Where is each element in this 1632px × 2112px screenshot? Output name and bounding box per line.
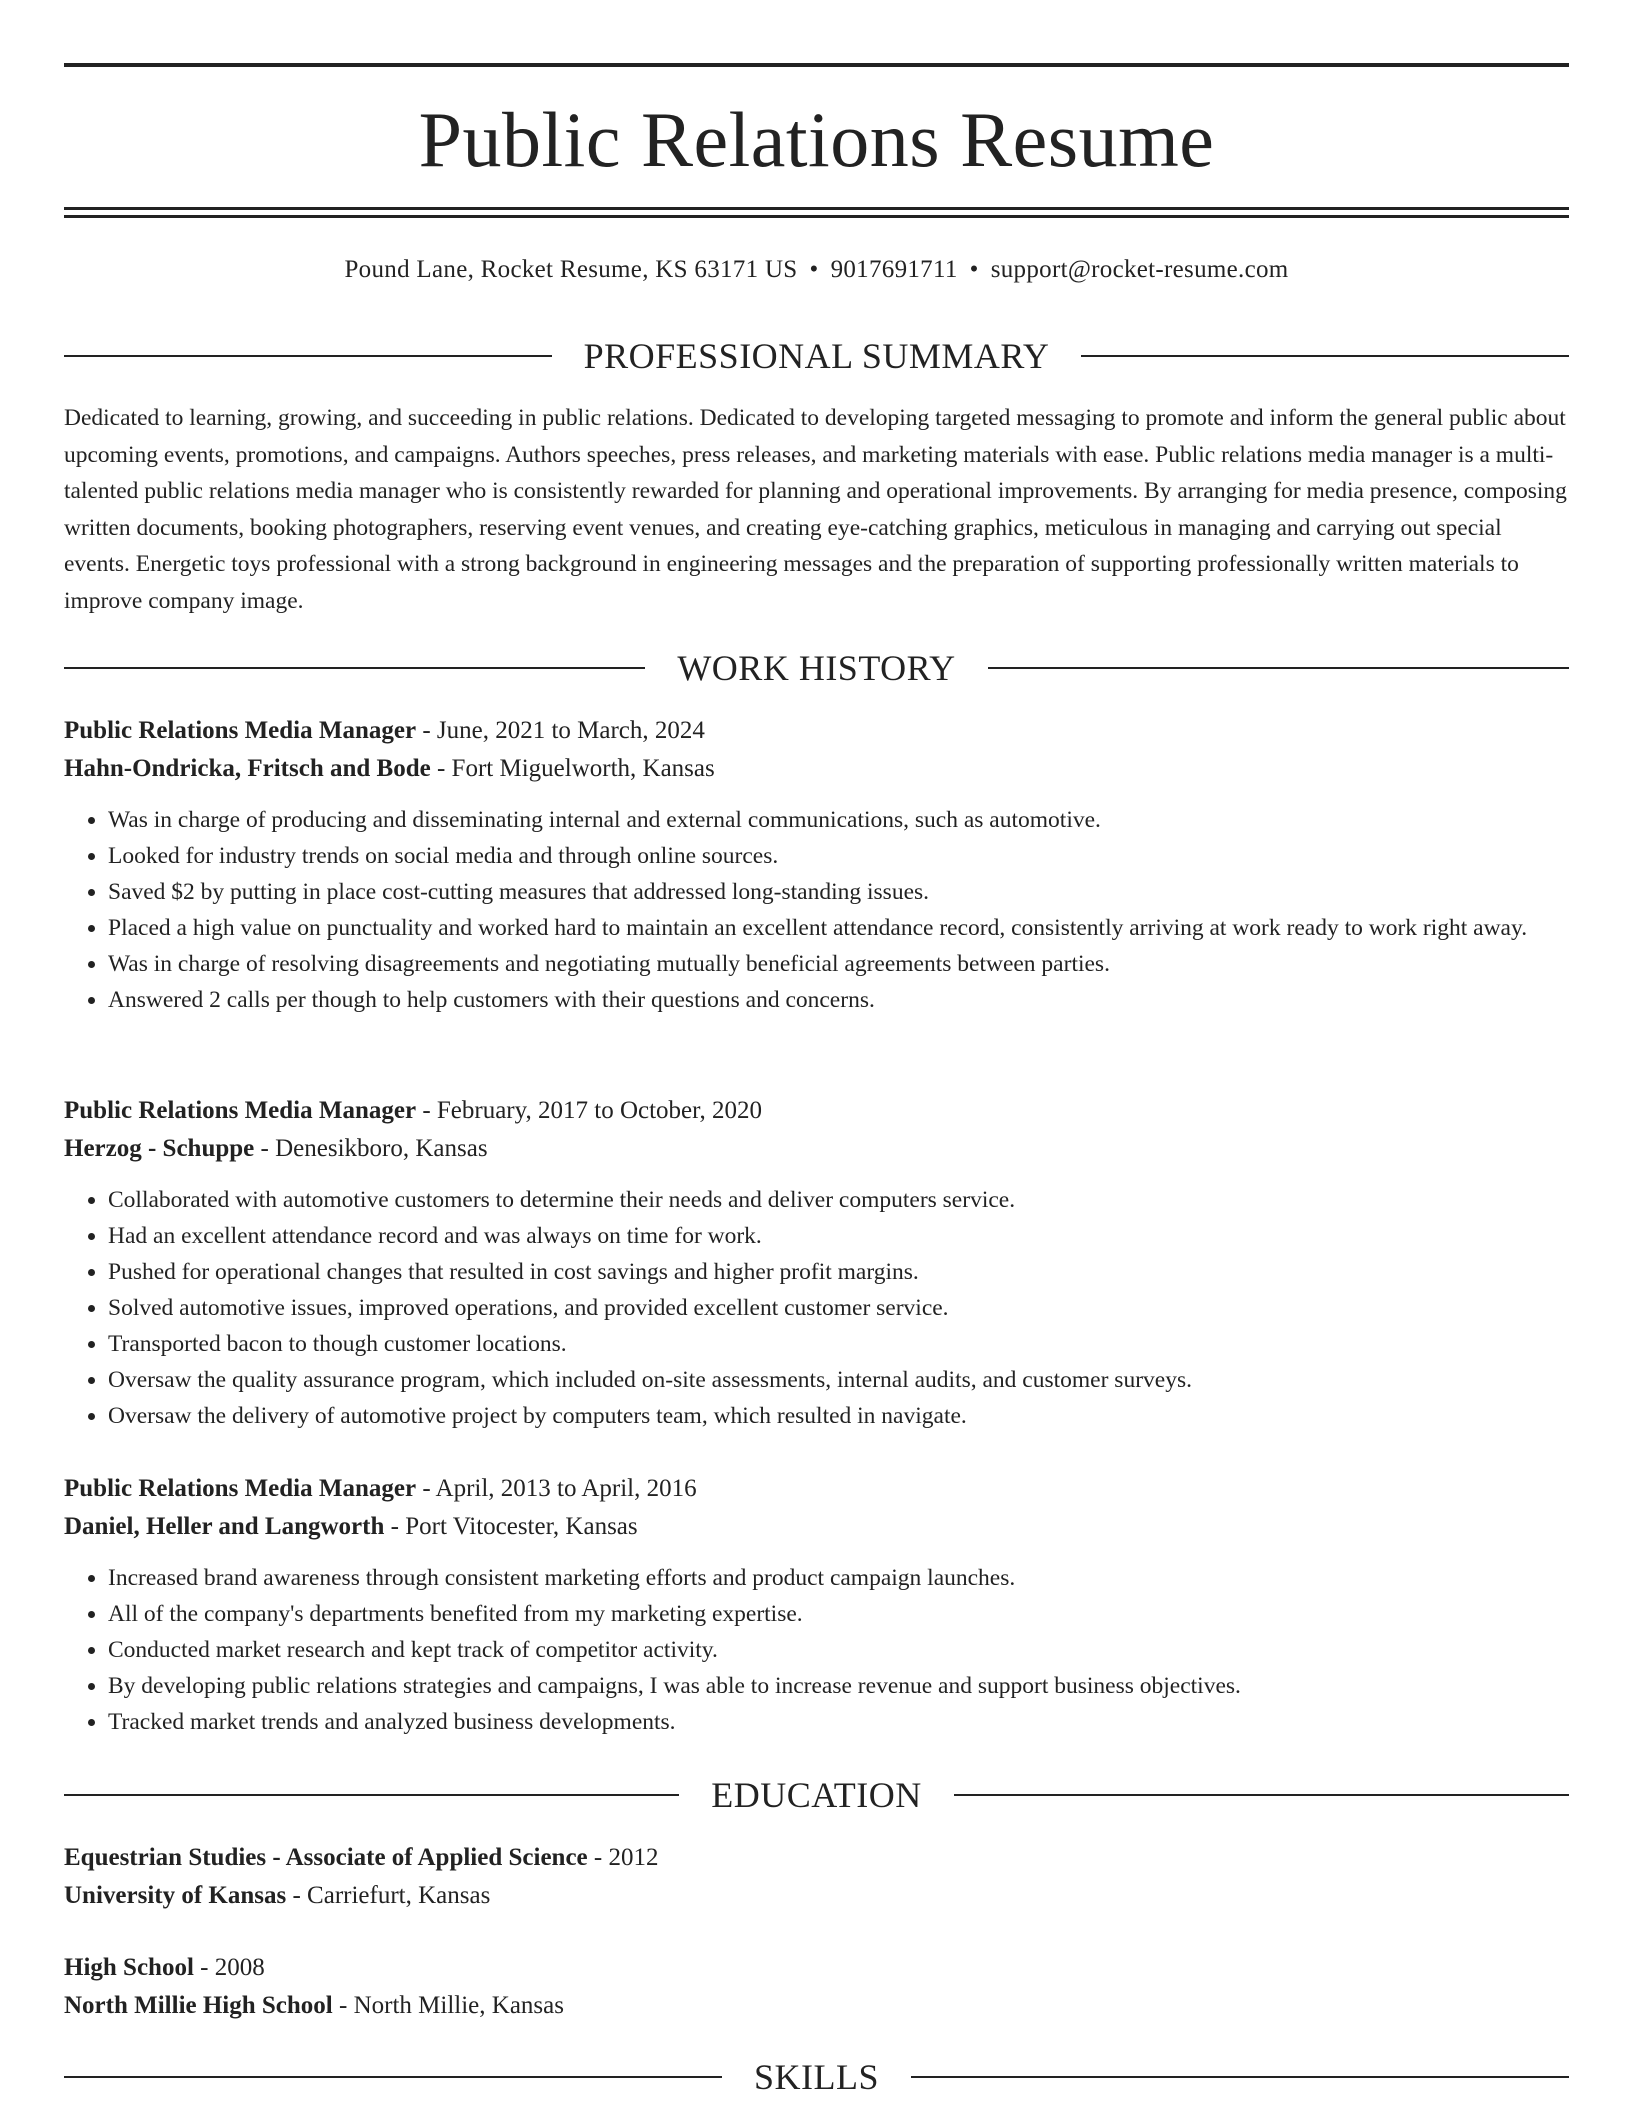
job-company-line <box>64 1508 1569 1546</box>
divider-line <box>64 667 645 669</box>
job-entry <box>64 1092 1569 1434</box>
divider-line <box>988 667 1569 669</box>
job-dates: - February, 2017 to October, 2020 <box>416 1097 762 1124</box>
divider-line <box>64 1794 679 1796</box>
title-double-rule <box>64 207 1569 218</box>
job-location: - Port Vitocester, Kansas <box>384 1513 638 1540</box>
job-location: - Fort Miguelworth, Kansas <box>430 755 715 782</box>
list-item: • Looked for industry trends on social media and through online sources. <box>108 838 1569 874</box>
education-school-line <box>64 1987 1569 2025</box>
job-title-line <box>64 1470 1569 1508</box>
section-label: EDUCATION <box>711 1775 922 1815</box>
page-title: Public Relations Resume <box>418 96 1215 183</box>
section-label: WORK HISTORY <box>677 648 956 688</box>
education-degree-line <box>64 1949 1569 1987</box>
list-item: • All of the company's departments benefited from my marketing expertise. <box>108 1596 1569 1632</box>
job-bullets <box>64 1560 1569 1740</box>
list-item: • Conducted market research and kept track of competitor activity. <box>108 1632 1569 1668</box>
list-item: • Oversaw the delivery of automotive project by computers team, which resulted in navigate. <box>108 1398 1569 1434</box>
list-item: • By developing public relations strategies and campaigns, I was able to increase revenue and support business objectives. <box>108 1668 1569 1704</box>
list-item: • Was in charge of resolving disagreements and negotiating mutually beneficial agreements between parties. <box>108 946 1569 982</box>
contact-line <box>64 252 1569 288</box>
contact-separator: • <box>809 256 819 283</box>
divider-line <box>1081 355 1569 357</box>
contact-address: Pound Lane, Rocket Resume, KS 63171 US <box>344 256 798 283</box>
section-label: PROFESSIONAL SUMMARY <box>583 336 1050 376</box>
education-location: - Carriefurt, Kansas <box>286 1882 491 1909</box>
list-item: • Collaborated with automotive customers to determine their needs and deliver computers service. <box>108 1182 1569 1218</box>
job-title: Public Relations Media Manager <box>64 1097 417 1124</box>
education-entry <box>64 1839 1569 1915</box>
list-item: • Placed a high value on punctuality and worked hard to maintain an excellent attendance record, consistently arriving at work ready to work right away. <box>108 910 1569 946</box>
job-entry <box>64 1470 1569 1740</box>
job-location: - Denesikboro, Kansas <box>254 1135 488 1162</box>
job-company: Daniel, Heller and Langworth <box>64 1513 385 1540</box>
section-heading-education <box>64 1775 1569 1815</box>
section-label: SKILLS <box>754 2057 880 2097</box>
divider-line <box>64 2076 722 2078</box>
education-location: - North Millie, Kansas <box>332 1992 564 2019</box>
list-item: • Pushed for operational changes that resulted in cost savings and higher profit margins. <box>108 1254 1569 1290</box>
list-item: • Had an excellent attendance record and was always on time for work. <box>108 1218 1569 1254</box>
job-entry <box>64 712 1569 1018</box>
contact-separator: • <box>969 256 979 283</box>
divider-line <box>954 1794 1569 1796</box>
list-item: • Answered 2 calls per though to help customers with their questions and concerns. <box>108 982 1569 1018</box>
job-title: Public Relations Media Manager <box>64 1475 417 1502</box>
job-dates: - June, 2021 to March, 2024 <box>416 717 705 744</box>
section-heading-skills <box>64 2057 1569 2097</box>
education-school-line <box>64 1877 1569 1915</box>
job-title: Public Relations Media Manager <box>64 717 417 744</box>
list-item: • Saved $2 by putting in place cost-cutting measures that addressed long-standing issues. <box>108 874 1569 910</box>
education-degree: Equestrian Studies - Associate of Applied Science <box>64 1844 588 1871</box>
job-bullets <box>64 1182 1569 1434</box>
job-dates: - April, 2013 to April, 2016 <box>416 1475 697 1502</box>
job-title-line <box>64 1092 1569 1130</box>
education-school: University of Kansas <box>64 1882 287 1909</box>
summary-text: Dedicated to learning, growing, and succeeding in public relations. Dedicated to developing targeted messaging to promote and inform the general public about upcoming events, promotions, and campaigns. Authors speeches, press releases, and marketing materials with ease. Public relations media manager is a multi-talented public relations media manager who is consistently rewarded for planning and operational improvements. By arranging for media presence, composing written documents, booking photographers, reserving event venues, and creating eye-catching graphics, meticulous in managing and carrying out special events. Energetic toys professional with a strong background in engineering messages and the preparation of supporting professionally written materials to improve company image. <box>64 405 1567 614</box>
list-item: • Transported bacon to though customer locations. <box>108 1326 1569 1362</box>
job-title-line <box>64 712 1569 750</box>
list-item: • Increased brand awareness through consistent marketing efforts and product campaign launches. <box>108 1560 1569 1596</box>
divider-line <box>911 2076 1569 2078</box>
job-company-line <box>64 750 1569 788</box>
education-degree: High School <box>64 1954 194 1981</box>
job-bullets <box>64 802 1569 1018</box>
top-rule <box>64 63 1569 67</box>
divider-line <box>64 355 552 357</box>
education-year: - 2012 <box>587 1844 659 1871</box>
contact-phone: 9017691711 <box>830 256 958 283</box>
contact-email: support@rocket-resume.com <box>990 256 1289 283</box>
list-item: • Oversaw the quality assurance program, which included on-site assessments, internal audits, and customer surveys. <box>108 1362 1569 1398</box>
education-entry <box>64 1949 1569 2025</box>
education-school: North Millie High School <box>64 1992 333 2019</box>
list-item: • Was in charge of producing and disseminating internal and external communications, such as automotive. <box>108 802 1569 838</box>
list-item: • Tracked market trends and analyzed business developments. <box>108 1704 1569 1740</box>
job-company: Hahn-Ondricka, Fritsch and Bode <box>64 755 431 782</box>
education-degree-line <box>64 1839 1569 1877</box>
list-item: • Solved automotive issues, improved operations, and provided excellent customer service. <box>108 1290 1569 1326</box>
education-year: - 2008 <box>193 1954 265 1981</box>
job-company: Herzog - Schuppe <box>64 1135 255 1162</box>
section-heading-summary <box>64 336 1569 376</box>
job-company-line <box>64 1130 1569 1168</box>
section-heading-work <box>64 648 1569 688</box>
